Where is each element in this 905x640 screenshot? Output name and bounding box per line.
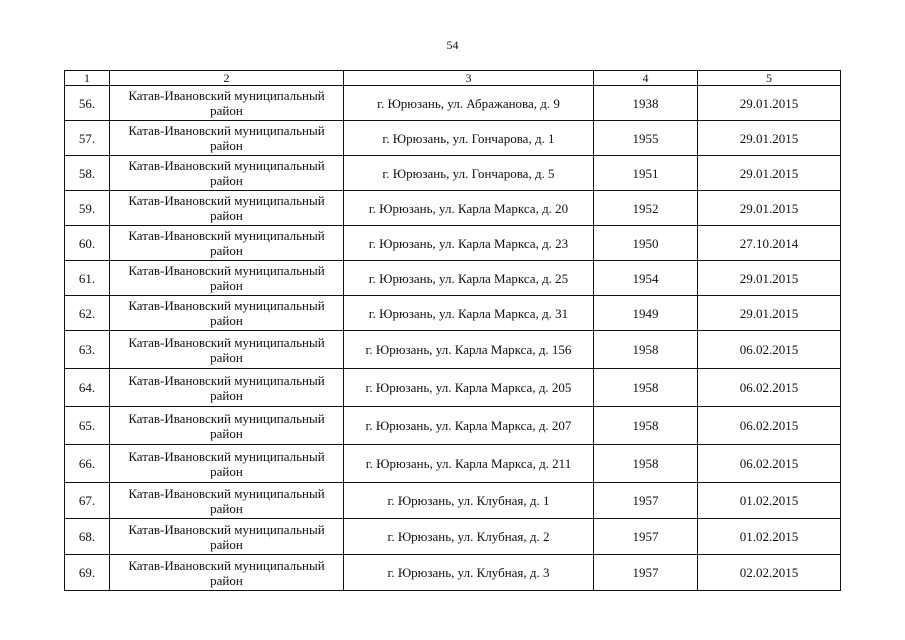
address-cell: г. Юрюзань, ул. Гончарова, д. 5 [344,156,594,191]
date-cell: 06.02.2015 [698,369,841,407]
row-number-cell: 69. [65,555,110,591]
column-header-1: 1 [65,71,110,86]
district-cell: Катав-Ивановский муниципальный район [110,369,344,407]
date-cell: 29.01.2015 [698,121,841,156]
column-header-4: 4 [594,71,698,86]
district-cell: Катав-Ивановский муниципальный район [110,407,344,445]
district-cell: Катав-Ивановский муниципальный район [110,519,344,555]
table-row [65,445,841,483]
year-cell: 1952 [594,191,698,226]
address-cell: г. Юрюзань, ул. Абражанова, д. 9 [344,86,594,121]
row-number-cell: 68. [65,519,110,555]
address-cell: г. Юрюзань, ул. Карла Маркса, д. 25 [344,261,594,296]
address-cell: г. Юрюзань, ул. Карла Маркса, д. 23 [344,226,594,261]
table-row [65,369,841,407]
address-cell: г. Юрюзань, ул. Карла Маркса, д. 20 [344,191,594,226]
address-cell: г. Юрюзань, ул. Карла Маркса, д. 31 [344,296,594,331]
district-cell: Катав-Ивановский муниципальный район [110,226,344,261]
row-number-cell: 61. [65,261,110,296]
address-cell: г. Юрюзань, ул. Гончарова, д. 1 [344,121,594,156]
year-cell: 1949 [594,296,698,331]
year-cell: 1958 [594,369,698,407]
date-cell: 01.02.2015 [698,483,841,519]
column-header-3: 3 [344,71,594,86]
row-number-cell: 56. [65,86,110,121]
table-body [65,71,841,591]
district-cell: Катав-Ивановский муниципальный район [110,483,344,519]
year-cell: 1958 [594,407,698,445]
district-cell: Катав-Ивановский муниципальный район [110,86,344,121]
address-cell: г. Юрюзань, ул. Карла Маркса, д. 211 [344,445,594,483]
row-number-cell: 62. [65,296,110,331]
header-row [65,71,841,86]
year-cell: 1957 [594,483,698,519]
row-number-cell: 59. [65,191,110,226]
row-number-cell: 57. [65,121,110,156]
district-cell: Катав-Ивановский муниципальный район [110,331,344,369]
row-number-cell: 64. [65,369,110,407]
row-number-cell: 63. [65,331,110,369]
column-header-5: 5 [698,71,841,86]
table-row [65,156,841,191]
table-row [65,121,841,156]
row-number-cell: 66. [65,445,110,483]
district-cell: Катав-Ивановский муниципальный район [110,296,344,331]
table-row [65,555,841,591]
district-cell: Катав-Ивановский муниципальный район [110,445,344,483]
year-cell: 1951 [594,156,698,191]
date-cell: 29.01.2015 [698,156,841,191]
table-row [65,483,841,519]
table-row [65,331,841,369]
date-cell: 01.02.2015 [698,519,841,555]
page-number: 54 [446,38,459,52]
date-cell: 06.02.2015 [698,331,841,369]
table-row [65,86,841,121]
date-cell: 29.01.2015 [698,296,841,331]
district-cell: Катав-Ивановский муниципальный район [110,191,344,226]
table-row [65,191,841,226]
table-row [65,519,841,555]
row-number-cell: 65. [65,407,110,445]
row-number-cell: 67. [65,483,110,519]
table-row [65,407,841,445]
date-cell: 29.01.2015 [698,86,841,121]
year-cell: 1958 [594,331,698,369]
district-cell: Катав-Ивановский муниципальный район [110,555,344,591]
year-cell: 1950 [594,226,698,261]
district-cell: Катав-Ивановский муниципальный район [110,261,344,296]
table-row [65,296,841,331]
address-cell: г. Юрюзань, ул. Карла Маркса, д. 207 [344,407,594,445]
address-cell: г. Юрюзань, ул. Карла Маркса, д. 156 [344,331,594,369]
year-cell: 1957 [594,555,698,591]
year-cell: 1954 [594,261,698,296]
address-cell: г. Юрюзань, ул. Клубная, д. 3 [344,555,594,591]
district-cell: Катав-Ивановский муниципальный район [110,121,344,156]
column-header-2: 2 [110,71,344,86]
row-number-cell: 58. [65,156,110,191]
date-cell: 27.10.2014 [698,226,841,261]
table-row [65,261,841,296]
date-cell: 29.01.2015 [698,261,841,296]
year-cell: 1938 [594,86,698,121]
year-cell: 1955 [594,121,698,156]
address-cell: г. Юрюзань, ул. Карла Маркса, д. 205 [344,369,594,407]
year-cell: 1957 [594,519,698,555]
district-cell: Катав-Ивановский муниципальный район [110,156,344,191]
date-cell: 06.02.2015 [698,445,841,483]
registry-table [64,70,841,591]
date-cell: 02.02.2015 [698,555,841,591]
address-cell: г. Юрюзань, ул. Клубная, д. 2 [344,519,594,555]
date-cell: 29.01.2015 [698,191,841,226]
year-cell: 1958 [594,445,698,483]
address-cell: г. Юрюзань, ул. Клубная, д. 1 [344,483,594,519]
row-number-cell: 60. [65,226,110,261]
table-row [65,226,841,261]
date-cell: 06.02.2015 [698,407,841,445]
